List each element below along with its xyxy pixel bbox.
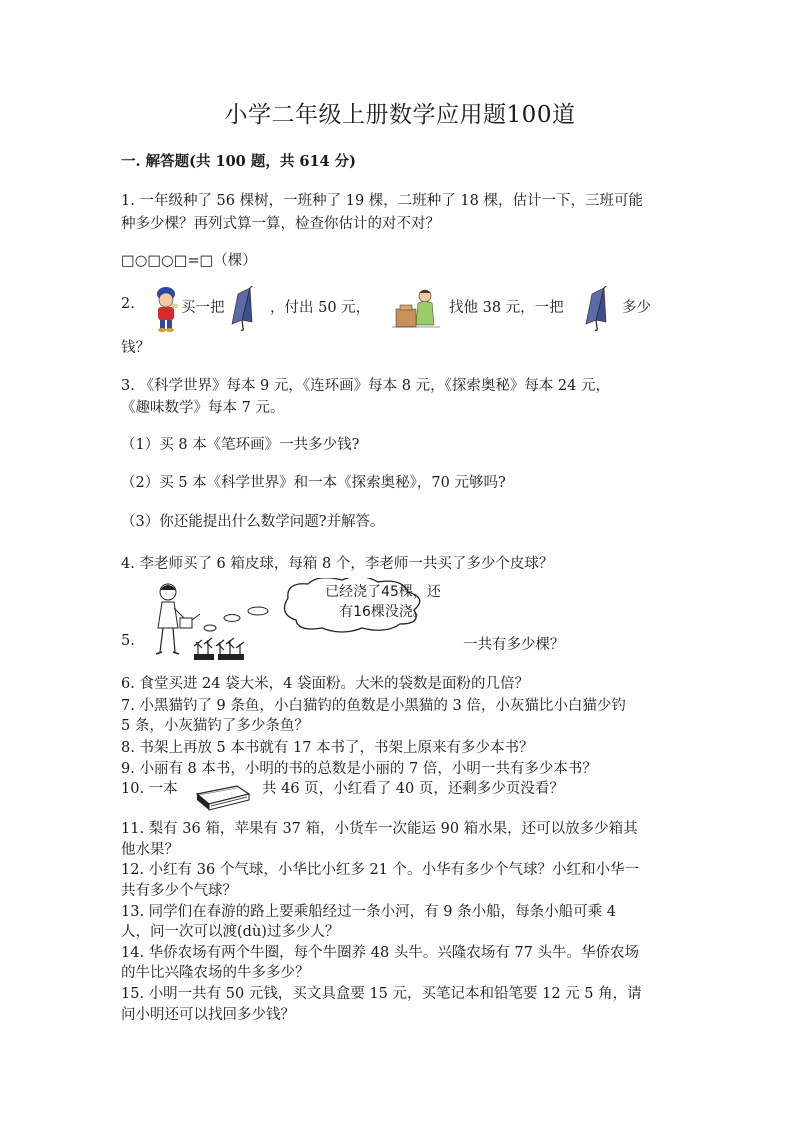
umbrella-picture-2 [582, 286, 612, 332]
question-15-line-2: 问小明还可以找回多少钱？ [121, 1007, 295, 1023]
question-3-sub-2: （2）买 5 本《科学世界》和一本《探索奥秘》，70 元够吗? [121, 475, 506, 491]
umbrella-picture [228, 286, 258, 332]
question-9: 9. 小丽有 8 本书，小明的书的总数是小丽的 7 倍，小明一共有多少本书？ [121, 761, 597, 777]
question-2-much-text: 多少 [622, 300, 651, 316]
question-10-rest: 共 46 页，小红看了 40 页，还剩多少页没看？ [262, 781, 564, 797]
question-4: 4. 李老师买了 6 箱皮球，每箱 8 个，李老师一共买了多少个皮球？ [121, 556, 554, 572]
question-7-line-1: 7. 小黑猫钓了 9 条鱼，小白猫钓的鱼数是小黑猫的 3 倍，小灰猫比小白猫少钓 [121, 698, 626, 714]
section-heading: 一. 解答题(共 100 题，共 614 分) [121, 153, 357, 170]
question-10-prefix: 10. 一本 [121, 781, 178, 797]
question-1-answer-blank: □○□○□=□（棵） [121, 253, 257, 269]
question-1-line-1: 1. 一年级种了 56 棵树，一班种了 19 棵，二班种了 18 棵，估计一下，三班可能 [121, 193, 643, 209]
shopkeeper-picture [392, 287, 442, 331]
question-3-line-1: 3. 《科学世界》每本 9 元，《连环画》每本 8 元，《探索奥秘》每本 24 元， [121, 378, 610, 394]
question-2-pay-text: ，付出 50 元， [270, 300, 371, 316]
question-11-line-2: 他水果？ [121, 842, 179, 858]
question-11-line-1: 11. 梨有 36 箱，苹果有 37 箱，小货车一次能运 90 箱水果，还可以放多少箱其 [121, 821, 638, 837]
question-14-line-2: 的牛比兴隆农场的牛多多少？ [121, 965, 310, 981]
question-5-number: 5. [121, 633, 135, 649]
question-3-sub-3: （3）你还能提出什么数学问题?并解答。 [121, 514, 385, 530]
question-12-line-1: 12. 小红有 36 个气球，小华比小红多 21 个。小华有多少个气球？小红和小华一 [121, 862, 640, 878]
question-12-line-2: 共有多少个气球？ [121, 883, 237, 899]
question-13-line-2: 人，问一次可以渡(dù)过多少人？ [121, 924, 340, 940]
question-7-line-2: 5 条，小灰猫钓了多少条鱼？ [121, 718, 309, 734]
question-2-number: 2. [121, 296, 135, 312]
book-picture [193, 780, 251, 812]
boy-picture [152, 285, 182, 333]
question-6: 6. 食堂买进 24 袋大米，4 袋面粉。大米的袋数是面粉的几倍？ [121, 676, 529, 692]
question-1-line-2: 种多少棵？再列式算一算，检查你估计的对不对？ [121, 216, 440, 232]
question-13-line-1: 13. 同学们在春游的路上要乘船经过一条小河，有 9 条小船，每条小船可乘 4 [121, 904, 616, 920]
question-2-buy-text: 买一把 [181, 300, 225, 316]
question-2-money-text: 钱？ [121, 340, 150, 356]
question-14-line-1: 14. 华侨农场有两个牛圈，每个牛圈养 48 头牛。兴隆农场有 77 头牛。华侨农场 [121, 945, 640, 961]
question-3-line-2: 《趣味数学》每本 7 元。 [121, 400, 285, 416]
question-8: 8. 书架上再放 5 本书就有 17 本书了，书架上原来有多少本书？ [121, 740, 534, 756]
question-3-sub-1: （1）买 8 本《笔环画》一共多少钱? [121, 437, 360, 453]
question-5-ask: 一共有多少棵？ [463, 637, 565, 653]
cloud-line-1: 已经浇了45棵，还 [325, 584, 441, 600]
question-2-change-text: 找他 38 元，一把 [449, 300, 564, 316]
cloud-line-2: 有16棵没浇。 [339, 604, 427, 620]
page-title: 小学二年级上册数学应用题100道 [224, 102, 576, 128]
question-5-cloud-text [308, 582, 458, 622]
question-15-line-1: 15. 小明一共有 50 元钱，买文具盒要 15 元，买笔记本和铅笔要 12 元 5 角，请 [121, 986, 642, 1002]
